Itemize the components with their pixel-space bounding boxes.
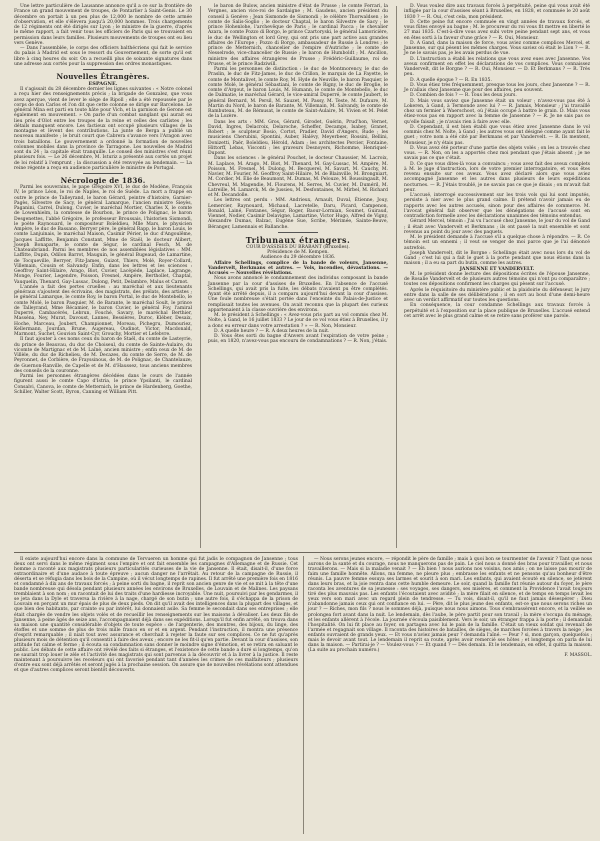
newspaper-page (14, 4, 592, 835)
section-divider (83, 69, 123, 70)
column-rule (303, 556, 304, 834)
section-heading: Tribunaux étrangers. (245, 234, 351, 245)
paragraph: D. A quelle heure ? — R. À deux heures de la nuit. (214, 328, 330, 334)
paragraph: M. le président demande à l'accusé s'il a quelque chose à répondre. — R. Ce témoin est un ennemi ; il veut se venger de moi parce que je l'ai dénoncé autrefois. (404, 235, 590, 251)
paragraph: Il faut ajouter à ces noms ceux du baron de Staël, du comte de Lasteyrie, du prince de Beauvau, du duc de Choiseul, du comte de Sainte-Aulaire, du vicomte de Martignac et de M. Laîné, ancien ministre ; enfin ceux de M. de Villèle, du duc de Richelieu, de M. Decazes, du comte de Serre, de M. de Peyronnet, de Corbière, de Frayssinous, de M. de Polignac, de Chantelauze, de Guernon-Ranville, de Capelle et de M. d'Haussez, tous anciens membres des conseils de la couronne. (14, 337, 192, 374)
column-1 (14, 4, 192, 395)
paragraph: M. le président à Schellings : « Avez-vous pris part au vol commis chez M. Nolte, à Gand, le 16 juillet 1833 ? Le jour de ce vol vous étiez à Bruxelles, il y a donc eu erreur dans votre arrestation ? » — R. Non, Monsieur. (208, 313, 388, 329)
column-rule (200, 6, 201, 548)
paragraph: Dans les arts : MM. Gros, Gérard, Girodet, Guérin, Prud'hon, Vernet, David, Ingres, Delacroix, Delaroche, Scheffer, Decamps, Isabey, Granet, Robert ; le sculpteur Bosio, Cortot, Pradier, David d'Angers, Rude ; les musiciens Cherubini, Spontini, Auber, Halévy, Meyerbeer, Rossini, Bellini, Donizetti, Paër, Boïeldieu, Hérold, Adam ; les architectes Percier, Fontaine, Hittorff, Lebas, Visconti ; les graveurs Desnoyers, Richomme, Henriquel-Dupont. (208, 119, 388, 156)
paragraph: En conséquence, la cour condamne Schellings aux travaux forcés à perpétuité et à l'exposition sur la place publique de Bruxelles. L'accusé entend cet arrêt avec le plus grand calme et se retire sans proférer une parole. (404, 303, 590, 319)
paragraph: D. Vous êtes sorti du bagne d'Anvers avant l'expiration de votre peine ; puis, en 1820, n'avez-vous pas encouru de condamnations ? — R. Non, j'étais. (208, 334, 388, 345)
paragraph: D. Combien de fois ? — R. Tous les deux jours. (410, 93, 517, 99)
section-heading: Nécrologie de 1836. (60, 176, 146, 185)
feuilleton-rule (14, 552, 592, 553)
paragraph: M. le président donne lecture des dépositions écrites de l'épouse Jansenne, de Rosalie Vandervelt et de plusieurs autres témoins qui n'ont pu comparaître ; toutes ces dépositions confirment les charges qui pèsent sur l'accusé. (404, 271, 590, 288)
column-2 (208, 4, 388, 345)
feuilleton-left (14, 557, 298, 673)
paragraph: D. Mais vous saviez que Jansenne était un voleur ; n'avez-vous pas été à Lokeren, à Gand, à Termonde avec lui ? — R. Jamais, Monsieur ; j'ai travaillé chez un fermier à Waerschoot, où j'étais occupé à battre le grain. D. Mais vous étiez-vous pas en rapport avec la femme de Jansenne ? — R. Je ne sais pas ce qu'elle faisait ; je n'avais rien à faire avec elle. (404, 98, 590, 125)
paragraph: Les lettres ont perdu : MM. Andrieux, Arnault, Duval, Étienne, Jouy, Lemercier, Raynouard, Michaud, Lacretelle, Daru, Picard, Campenon, Bonald, Lainé, Fontanes, Ségur, Roger, Baour-Lormian, Soumet, Guiraud, Viennet, Nodier, Casimir Delavigne, Lamartine, Victor Hugo, Alfred de Vigny, Alexandre Dumas, Balzac, Eugène Sue, Scribe, Mérimée, Sainte-Beuve, Béranger, Lamennais et Ballanche. (208, 198, 388, 230)
case-title: Affaire Schellings, complice de la bande de voleurs, Jansenne, Vandervelt, Berkmans et autres. — Vols, incendies, dévastations. — Accusés — Nouvelles révélations. (208, 260, 388, 276)
paragraph: Dans les sciences : le général Pouchet, le docteur Chaussier, M. Lacroix, M. Laplace, M. Arago, M. Biot, M. Thenard, M. Gay-Lussac, M. Ampère, M. Poisson, M. Fresnel, M. Dulong, M. Becquerel, M. Savart, M. Cauchy, M. Navier, M. Fourier, M. Geoffroy Saint-Hilaire, M. de Blainville, M. Brongniart, M. Cordier, M. Élie de Beaumont, M. Dumas, M. Pelouze, M. Boussingault, M. Chevreul, M. Magendie, M. Flourens, M. Serres, M. Cuvier, M. Duméril, M. Latreille, M. Lamarck, M. de Jussieu, M. Desfontaines, M. Mirbel, M. Richard et M. Decandolle. (208, 156, 388, 198)
paragraph: le baron de Bulow, ancien ministre d'état de Prusse ; le comte Ferrari, la Vergnes, ancien vice-roi de Sardaigne ; M. Gaudens, ancien président du conseil à Genève ; Jean Sismonde de Sismondi ; le célèbre Thorwaldsen ; le comte de Salis-Soglio ; le docteur Chaptal, le baron Silvestre de Sacy ; le prince Hohenlohe, l'archevêque de Paris ; le cardinal Pacca ; le chevalier Azara, le comte Pozzo di Borgo, le prince Czartoryski, le général Lamoricière, le duc de Wellington et lord Grey, qui ont pris une part active aux grandes affaires de l'Europe ; Pozzo di Borgo, ambassadeur de Russie à Londres ; le prince de Metternich, chancelier de l'empire d'Autriche ; le comte de Nesselrode, vice-chancelier de Russie ; le baron de Humboldt ; M. Ancillon, ministre des affaires étrangères de Prusse ; Frédéric-Guillaume, roi de Prusse, et le prince Radziwill. (208, 4, 388, 67)
paragraph: D. Vous avez été porteur d'une partie des objets volés ; on les a trouvés chez vous. — R. Non, on les a apportés chez moi pendant que j'étais absent ; je ne savais pas ce que c'était. (404, 145, 590, 162)
paragraph: Il existe aujourd'hui encore dans la commune de Tervueren un homme qui fut jadis le compagnon de Jansenne ; tous deux ont servi dans le même régiment sous l'empire et ont fait ensemble les campagnes d'Allemagne et de Russie. Cet homme a raconté aux magistrats plusieurs particularités curieuses de la vie de Jansenne. Il était, disait-il, d'une force extraordinaire et d'une audace à toute épreuve ; aucun danger ne l'arrêtait. Au retour de la campagne de Russie, il déserta et se réfugia dans les bois de la Campine, où il vécut longtemps de rapines. Il fut arrêté une première fois en 1816 et condamné à dix ans de travaux forcés ; à peine sorti du bagne, il reprit son ancien genre de vie et se mit à la tête d'une bande nombreuse qui désola pendant plusieurs années les environs de Bruxelles, de Louvain et de Malines. Les paysans tremblaient à son nom ; on racontait de lui des traits d'une hardiesse incroyable. Une nuit, poursuivi par les gendarmes, il se jeta dans la Dyle et traversa la rivière à la nage, chargé de son butin ; une autre fois, il s'échappa de la prison de Louvain en perçant un mur épais de plus de deux pieds. On dit qu'il avait des intelligences dans la plupart des villages, et que bien des habitants, par crainte ou par intérêt, lui donnaient asile. Sa femme le secondait dans ses entreprises ; elle était chargée de vendre les objets volés et de recueillir les renseignements sur les maisons à dévaliser. Les deux fils de Jansenne, à peine âgés de seize ans, l'accompagnaient déjà dans ses expéditions. Lorsqu'il fut enfin arrêté, on trouva dans sa maison une quantité considérable d'objets de toute espèce : de l'argenterie, des montres, des bijoux, du linge, des étoffes et une somme de plus de trois mille francs en or et en argent. Pendant l'instruction, il montra une présence d'esprit remarquable ; il niait tout avec assurance et cherchait à rejeter la faute sur ses complices. Ce ne fut qu'après plusieurs mois de détention qu'il consentit à faire des aveux ; encore ne les fit-il qu'en partie. Devant la cour d'assises, son attitude fut calme et ferme ; il écouta sa condamnation sans donner le moindre signe d'émotion, et se retira en saluant le public. Les débats de cette affaire ont révélé des faits si étranges, et l'existence de cette bande a duré si longtemps, qu'on ne saurait trop louer le zèle et l'activité des magistrats qui sont parvenus à la découvrir et à la livrer à la justice. Il reste maintenant à poursuivre les receleurs qui ont favorisé pendant tant d'années les crimes de ces malfaiteurs ; plusieurs d'entre eux sont déjà arrêtés et seront jugés à la prochaine session. On assure que de nouvelles révélations sont attendues et que d'autres complices seront bientôt découverts. (14, 557, 298, 674)
paragraph: D. Vous étiez très fréquemment, presque tous les jours, chez Jansenne ? — R. Je n'allais chez Jansenne que pour des affaires, peu souvent. (404, 82, 590, 93)
author-signature: F. MASSOL. (564, 652, 592, 658)
paragraph: Nous avons annoncé le condamnement des individus composant la bande Jansenne par la cour d'assises de Bruxelles. En l'absence de l'accusé Schellings, qui avait pris la fuite, les débats n'avaient pu être complétés. Ayant été arrêté depuis, il a comparu aujourd'hui devant la cour d'assises. Une foule nombreuse s'était portée dans l'enceinte du Palais-de-Justice et remplissait toutes les avenues. On avait reconnu que la plupart des curieux appartenaient à la classe ouvrière des environs. (208, 276, 388, 313)
hearing-date: Audience du 29 décembre 1836. (260, 255, 336, 261)
paragraph: D. Cependant, il est bien établi que vous étiez avec Jansenne dans le vol commis chez M. Nolte, à Gand ; les autres vous ont désigné comme ayant fait le guet ; votre nom a été cité par Berkmans et par Vandervelt. — R. Ils mentent, Monsieur, je n'y étais pas. (404, 124, 590, 146)
paragraph: — Nous serons jeunes encore, — répondit le père de famille ; mais à quoi bon se tourmenter de l'avenir ? Tant que nous aurons de la santé et du courage, nous ne manquerons pas de pain. Le ciel nous a donné des bras pour travailler, et nous travaillerons. — Mais si la maladie venait ? — Eh bien ! nous aurions nos voisins, nos amis ; on ne laisse pas mourir de faim une famille honnête. Allons, ma femme, ne pleure plus ; embrasse les enfants et ne pensons qu'au bonheur d'être réunis. La pauvre femme essuya ses larmes et sourit à son mari. Les enfants, qui avaient écouté en silence, se jetèrent dans leurs bras, et la joie rentra dans cette humble demeure. Le soir, quand la famille fut réunie autour du foyer, le père raconta les aventures de sa jeunesse : ses voyages, ses dangers, ses misères, et comment la Providence l'avait toujours tiré des plus mauvais pas. Les enfants l'écoutaient avec avidité ; la mère filait en silence, et de temps en temps levait les yeux vers son mari avec un regard plein de tendresse. — Tu vois, disait-il, qu'il ne faut jamais désespérer ; Dieu n'abandonne jamais ceux qui ont confiance en lui. — Père, dit le plus jeune des enfants, est-ce que nous serons riches un jour ? — Riches, mon fils ? nous le sommes déjà, puisque nous nous aimons. Tous s'embrassèrent encore, et la veillée se prolongea fort avant dans la nuit. Le lendemain, dès l'aube, le père partit pour son travail ; la mère s'occupa du ménage, et les enfants allèrent à l'école. La journée s'écoula paisiblement. Vers le soir, un étranger frappa à la porte ; il demandait l'hospitalité. On lui fit place au foyer, on partagea avec lui le pain de la famille. C'était un vieux soldat qui revenait de l'armée et regagnait son village. Il raconta des histoires de batailles, de sièges, de marches forcées à travers la neige ; les enfants ouvraient de grands yeux. — Et vous n'aviez jamais peur ? demanda l'aîné. — Peur ? si, mon garçon, quelquefois ; mais le devoir avant tout. Le lendemain il reprit sa route, après avoir remercié ses hôtes ; et longtemps on parla de lui dans la maison. — Partirai-je ? — Voulez-vous ? — Et quand ? — Dès demain. Et le lendemain, en effet, il quitta la maison. (La suite au prochain numéro.) (308, 557, 592, 653)
section-subheading: JANSENNE ET VANDERVELT. (459, 266, 535, 272)
court-president: Présidence de M. Kempen. (267, 250, 329, 255)
paragraph: Parmi les personnes de distinction : le duc de Montmorency, le duc de Praslin, le duc de Fitz-James, le duc de Crillon, le marquis de La Fayette, le comte de Montalivet, le comte Roy, M. Hyde de Neuville, le baron Pasquier, le comte Molé, le général Sébastiani, le comte de Rigny, le duc de Broglie, le comte d'Argout, le baron Louis, M. Humann, le comte de Montebello, le duc de Dalmatie, le maréchal Gérard, le vice-amiral Duperré, le comte Jaubert, le général Bernard, M. Persil, M. Sauzet, M. Passy, M. Teste, M. Dufaure, M. Martin du Nord, le baron de Barante, M. Villemain, M. Salvandy, le comte de Rambuteau, M. de Rémusat, le comte de Saint-Aulaire, M. Vivien et M. Pelet de la Lozère. (208, 67, 388, 120)
paragraph: Gérard Mercel, témoin : J'ai vu l'accusé chez Jansenne, le jour du vol de Gand ; il était avec Vandervelt et Berkmans ; ils ont passé la nuit ensemble et sont revenus au point du jour avec des paquets. (404, 219, 590, 235)
paragraph: L'accusé, interrogé successivement sur les trois vols qui lui sont imputés, persiste à nier avec le plus grand calme. Il prétend n'avoir jamais eu de rapports avec les autres accusés, sinon pour des affaires de commerce. M. l'avocat général fait observer que les dénégations de l'accusé sont en contradiction formelle avec les déclarations unanimes des témoins entendus. (404, 193, 590, 219)
paragraph: D. Vous voulez dire aux travaux forcés à perpétuité, peine qui vous avait été infligée par la cour d'assises séant à Bruxelles, en 1828, et commuée le 20 août 1830 ? — R. Oui, c'est cela, mon président. (404, 4, 590, 20)
paragraph: D. Cette peine fut encore commuée en vingt années de travaux forcés, et vous fûtes envoyé au bagne ; M. le procureur du roi vous fit mettre en liberté le 27 mai 1835. C'est-à-dire vous avez subi votre peine pendant sept ans, et vous en êtes sorti à la faveur d'une grâce ? — R. Oui, Monsieur. (404, 19, 590, 41)
intro-paragraph: Une lettre particulière de Lausanne annonce qu'il a ce sur la frontière de France un grand mouvement de troupes, de Pontarlier à Saint-Genis. Le 30 décembre on portait à un peu plus de 12,000 le nombre de cette armée d'observation, et elle s'élèvera jusqu'à 20,000 hommes. Trois chargements de 12 régiments ont été dirigés sur Lyon ; le ministre de la guerre, d'après le même rapport, a fait venir tous les officiers de Paris qui se trouvaient en permission dans leurs familles. Plusieurs mouvements de troupes ont eu lieu vers Genève. (14, 4, 192, 46)
paragraph: Parmi les personnes étrangères décédées dans le cours de l'année figurent aussi le comte Capo d'Istria, le prince Ypsilanti, le cardinal Consalvi, Canova, le comte de Metternich, le prince de Hardenberg, Goethe, Schiller, Walter Scott, Byron, Canning et William Pitt. (14, 374, 192, 395)
paragraph: Parmi les souverains, le pape Grégoire XVI, le duc de Modène, François IV, le prince Léon, le roi de Naples, le roi de Suède. La mort a frappé en outre le prince de Talleyrand, le baron Gérard, peintre d'histoire, Garnier-Pagès, Silvestre de Sacy, le général Lamarque, l'ancien ministre Sieyès, Paganini, Carrel, Dulong, Cuvier, le maréchal Mortier, Charles X, le comte de Lowenhielm, la comtesse de Bourbon, le prince de Polignac, le baron Desgenettes, l'abbé Grégoire, le professeur Broussais, l'historien Sismondi, le poète Raynouard, le compositeur Boïeldieu, Mlle Mars, le physicien Ampère, le duc de Bassano, Berryer père, le général Rapp, le baron Louis, le comte Lanjuinais, le maréchal Maison, Casimir Périer, le duc d'Angoulême, Jacques Laffitte, Benjamin Constant, Mme de Staël, le docteur Alibert, Joseph Bonaparte, le comte de Ségur, le cardinal Fesch, M. de Chateaubriand. Parmi les membres de nos assemblées législatives : MM. Laffitte, Dupin, Odilon Barrot, Mauguin, le général Bugeaud, de Lamartine, de Tocqueville, Berryer, Fitz-James, Guizot, Thiers, Molé, Royer-Collard, Villemain, Cousin et Salvandy. Enfin, dans les lettres et les sciences : Geoffroy Saint-Hilaire, Arago, Biot, Cuvier, Lacépède, Laplace, Lagrange, Monge, Fourier, Legendre, Poisson, Fresnel, Ampère, Berthollet, Chaptal, Vauquelin, Thenard, Gay-Lussac, Dulong, Petit, Delambre, Malus et Carnot. (14, 185, 192, 285)
section-divider (278, 232, 318, 233)
paragraph: L'année a fait des pertes cruelles : au maréchal et aux lieutenants généraux s'ajoutent des écrivains, des magistrats, des prélats, des artistes ; le général Lamarque, le comte Roy, le baron Portal, le duc de Montebello, le comte Molé, le baron Pasquier, M. de Barante, le maréchal Soult, le prince de Talleyrand, Mme Récamier, le baron Cuvier, le général Foy, l'amiral Duperré, Cambacérès, Lebrun, Fouché, Savary, le maréchal Berthier, Masséna, Ney, Murat, Davoust, Lannes, Bessières, Duroc, Kléber, Desaix, Hoche, Marceau, Joubert, Championnet, Moreau, Pichegru, Dumouriez, Kellermann, Jourdan, Brune, Augereau, Oudinot, Victor, Macdonald, Marmont, Suchet, Gouvion Saint-Cyr, Grouchy, Mortier et Lefebvre. (14, 284, 192, 337)
court-name: COUR D'ASSISES DU BRABANT (Bruxelles). (246, 244, 350, 250)
paragraph: D. A quelle époque ? — R. En 1835. (410, 77, 492, 83)
column-3 (404, 4, 590, 319)
paragraph: Il s'agissait du 28 décembre dernier les lignes suivantes : « Notre colonel a reçu hier des renseignements précis ; la brigade de Gonzalez, que vous avez aperçue, vient de lever le siège de Ripoll ; elle a été repoussée par le corps de don Carlos et l'on dit que cette colonne se dirige sur Barcelone. Le général Mina est parti en toute hâte pour Vich, et la garnison de Gerone est également en mouvement. » On parle d'un combat sanglant qui aurait eu lieu près d'Olot entre les troupes de la reine et celles des carlistes ; les détails manquent encore. Les factieux ont occupé plusieurs villages de la montagne et lèvent des contributions. La junte de Berga a publié un nouveau manifeste ; le bruit court que Cabrera s'avance vers l'Aragon avec trois bataillons. Le gouvernement a ordonné la formation de nouvelles colonnes mobiles dans la province de Tarragone. Les nouvelles de Madrid sont du 24 ; la capitale était tranquille. Le conseil des ministres s'est réuni plusieurs fois. — Le 26 décembre, M. Isturiz a présenté aux cortès un projet de loi relatif à l'emprunt ; la discussion a été renvoyée au lendemain. — La reine régente a reçu en audience particulière le ministre de Portugal. (14, 87, 192, 171)
section-subheading: ESPAGNE. (88, 81, 118, 87)
paragraph: D. L'instruction a établi les relations que vous avez eues avec Jansenne. Vos aveux confirment en effet les déclarations de vos complices. Vous connaissez Vandervelt, dit le Borgne ? — R. Oui, Monsieur. — D. Et Berkmans ? — R. Très peu. (404, 56, 590, 78)
paragraph: Joseph Vandervelt, dit le Borgne : Schellings était avec nous lors du vol de Gand ; c'est lui qui a fait le guet à la porte pendant que nous étions dans la maison ; il a eu sa part du butin, comme les autres. (404, 250, 590, 267)
paragraph: D. Ce que vous dites-là vous a convaincu ; vous avez fait des aveux complets à M. le juge d'instruction, lors de votre premier interrogatoire, et vous êtes revenu ensuite sur ces aveux. Vous avez déclaré alors que vous aviez accompagné Jansenne et les autres dans plusieurs de leurs expéditions nocturnes. — R. J'étais troublé, je ne savais pas ce que je disais ; on m'avait fait peur. (404, 161, 590, 193)
paragraph: D. A Gand, dans la maison de force, vous aviez comme complices Mercel, et Jansenne, sur qui pèsent les mêmes charges. Vous saviez où était le Lion ? — R. Je ne le savais pas, je les avais perdus de vue. (404, 40, 590, 57)
column-rule (396, 6, 397, 548)
paragraph: Après le réquisitoire du ministère public et la plaidoirie du défenseur, le jury entre dans la salle de ses délibérations ; il en sort au bout d'une demi-heure avec un verdict affirmatif sur toutes les questions. (404, 287, 590, 303)
paragraph: — Dans l'assemblée, le corps des officiers balthécriens qui fait le service du palais à Madrid est sous le ressort du Gouvernement, de sorte qu'il est libre à cinq heures du soir. On a recueilli plus de soixante signatures dans une adresse aux cortès pour la suppression des ordres monastiques. (14, 46, 192, 67)
section-heading: Nouvelles Étrangères. (56, 72, 150, 81)
feuilleton-right (308, 557, 592, 658)
section-divider (83, 173, 123, 174)
